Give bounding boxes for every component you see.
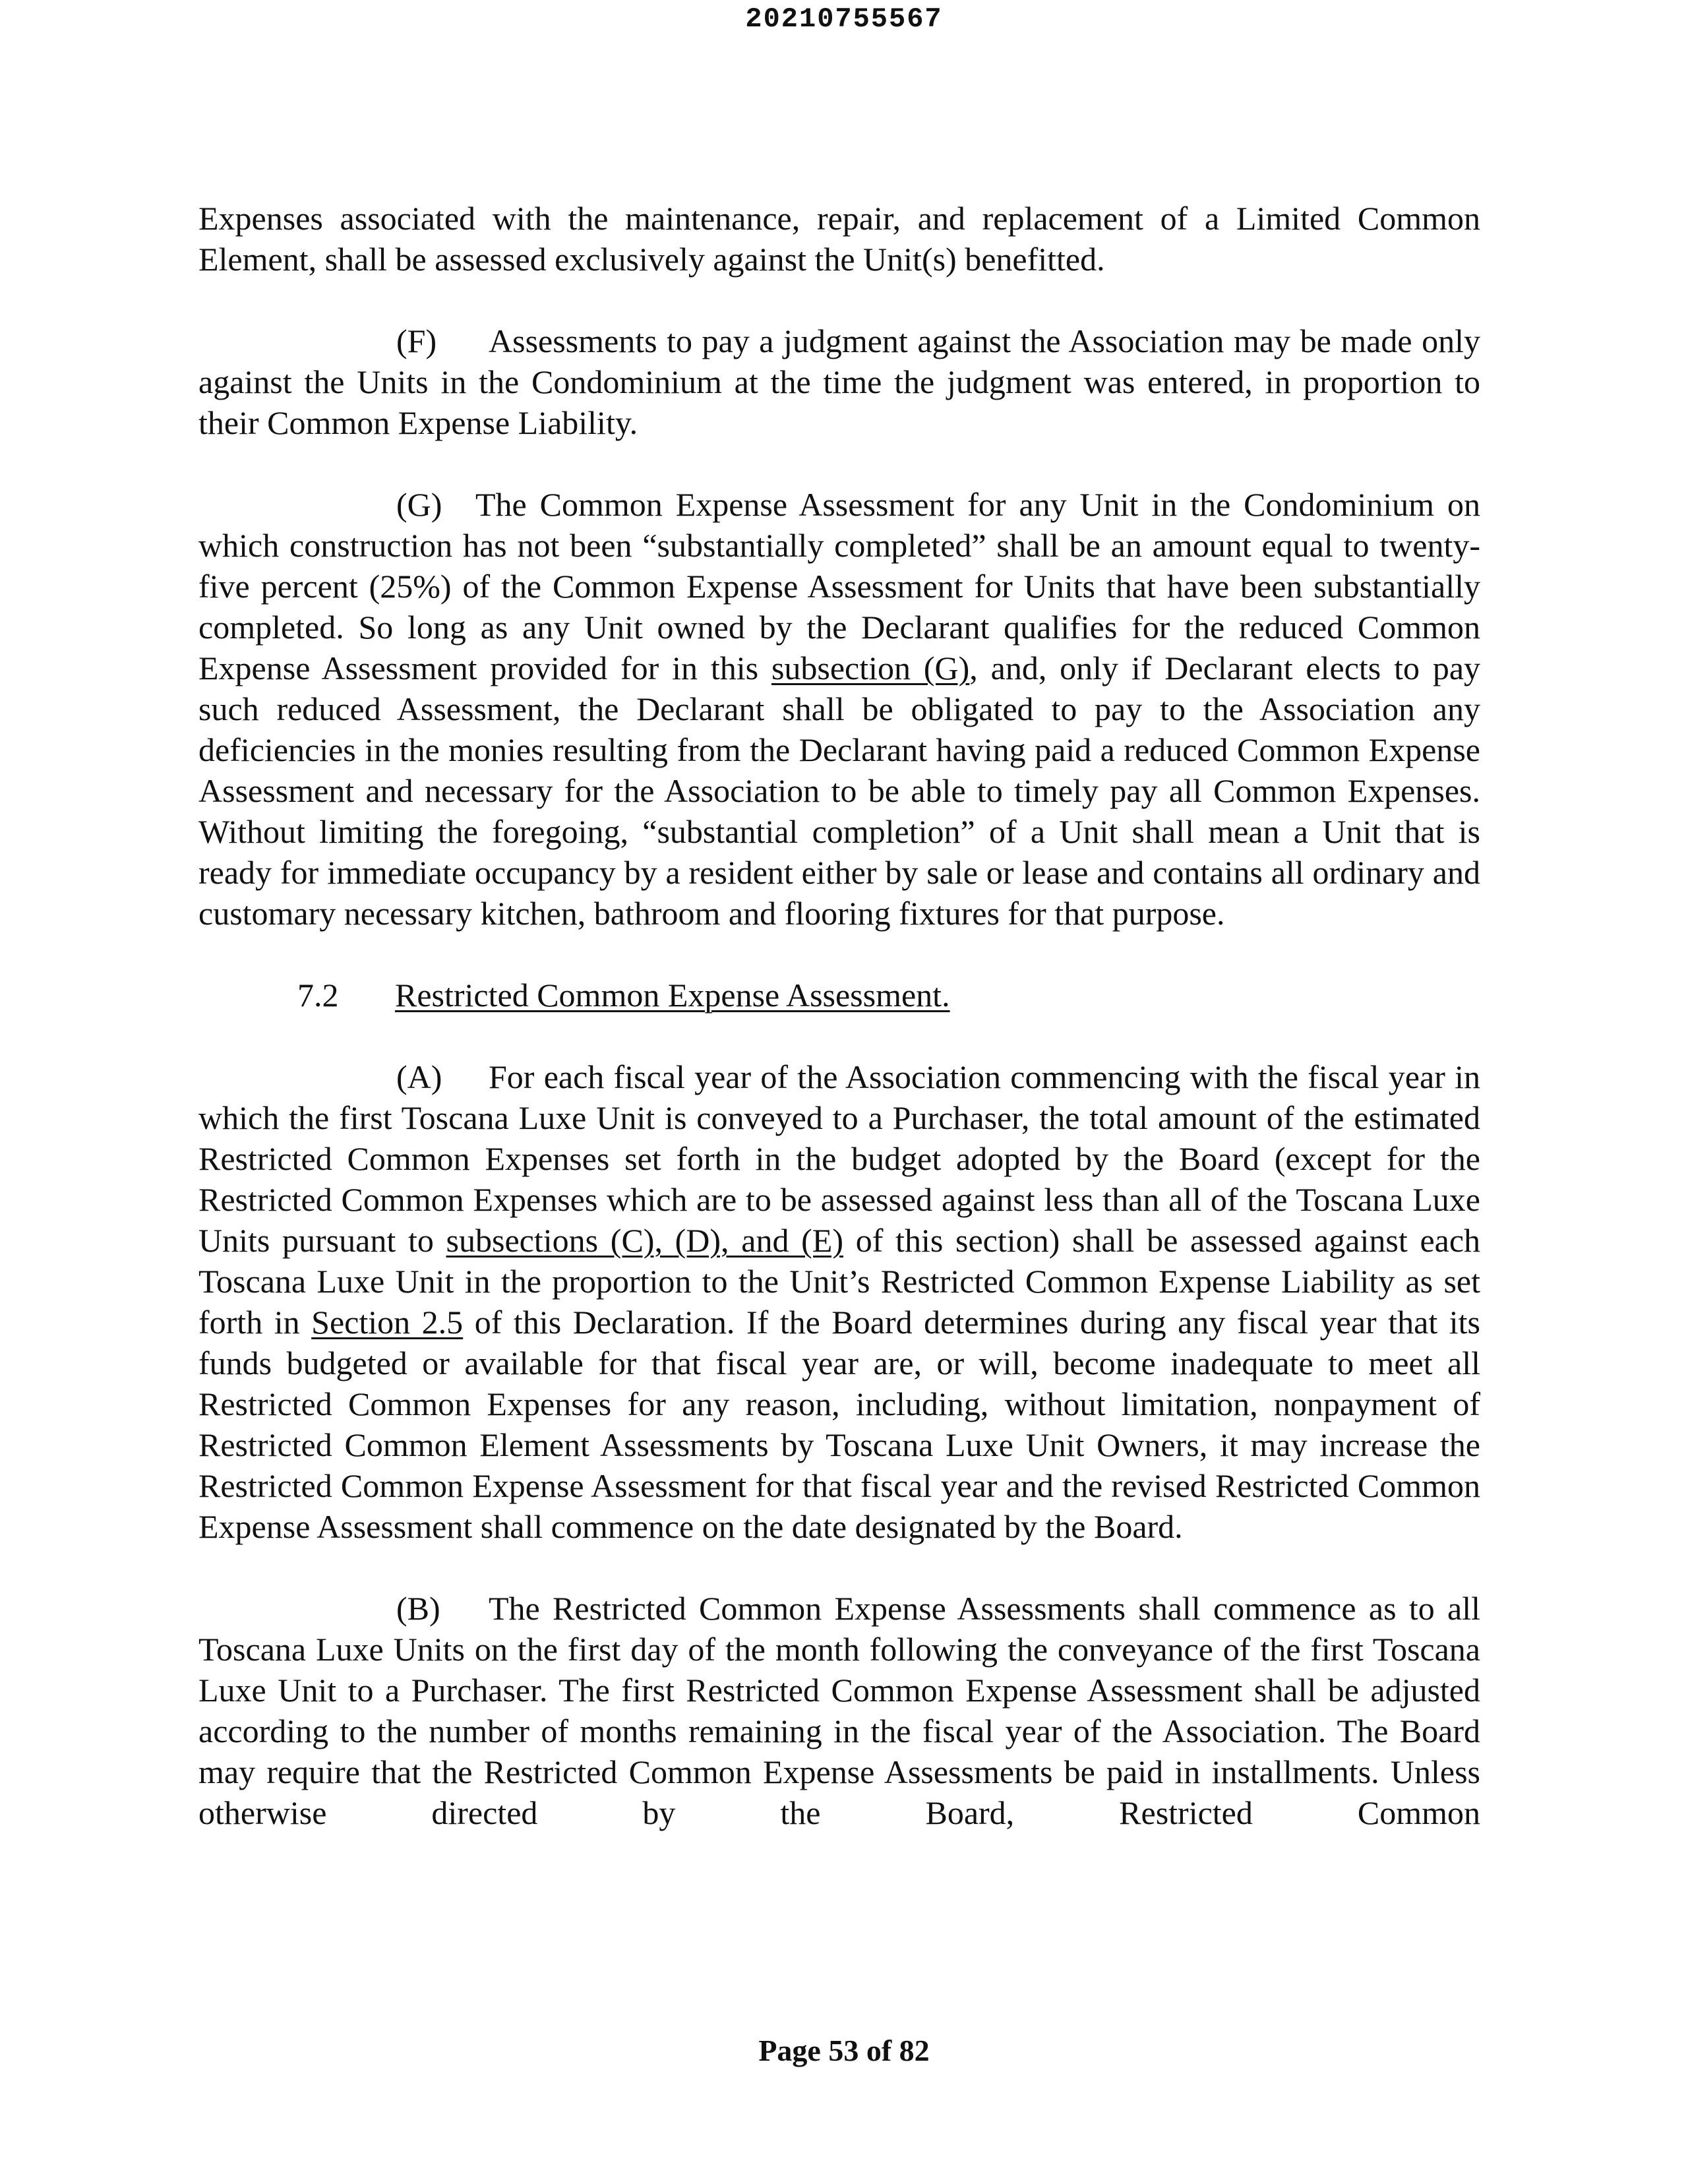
subsection-a [198,1056,1480,1547]
paragraph-text: The Common Expense Assessment for any Unit in the Condominium on which construction has not been “substantially completed” shall be an amount equal to twenty-five percent (25%) of the Common Expense Assessment for Units that have been substantially completed. So long as any Unit owned by the Declarant qualifies for the reduced Common Expense Assessment provided for in this [198,486,1480,686]
subsection-label: (G) [396,486,442,523]
subsection-g [198,484,1480,934]
cross-reference-section-2-5: Section 2.5 [311,1304,464,1341]
subsection-f [198,320,1480,443]
paragraph-text: , and, only if Declarant elects to pay such reduced Assessment, the Declarant shall be obligated to pay to the Association any deficiencies in the monies resulting from the Declarant having paid a reduced Common Expense Assessment and necessary for the Association to be able to timely pay all Common Expenses. Without limiting the foregoing, “substantial completion” of a Unit shall mean a Unit that is ready for immediate occupancy by a resident either by sale or lease and contains all ordinary and customary necessary kitchen, bathroom and flooring fixtures for that purpose. [198,650,1481,932]
subsection-label: (A) [396,1058,442,1095]
paragraph-text: Assessments to pay a judgment against the Association may be made only against the Units in the Condominium at the time the judgment was entered, in proportion to their Common Expense Liability. [198,322,1480,441]
document-number: 20210755567 [745,3,943,35]
section-number: 7.2 [297,977,339,1014]
subsection-label: (F) [396,322,437,359]
subsection-label: (B) [396,1590,440,1627]
paragraph-text: For each fiscal year of the Association commencing with the fiscal year in which the first Toscana Luxe Unit is conveyed to a Purchaser, the total amount of the estimated Restricted Common Expenses set forth in the budget adopted by the Board (except for the Restricted Common Expenses which are to be assessed against less than all of the Toscana Luxe Units pursuant to [198,1058,1480,1259]
paragraph-text: of this Declaration. If the Board determines during any fiscal year that its funds budgeted or available for that fiscal year are, or will, become inadequate to meet all Restricted Common Expenses for any reason, including, without limitation, nonpayment of Restricted Common Element Assessments by Toscana Luxe Unit Owners, it may increase the Restricted Common Expense Assessment for that fiscal year and the revised Restricted Common Expense Assessment shall commence on the date designated by the Board. [198,1304,1480,1545]
paragraph-text: Expenses associated with the maintenance, repair, and replacement of a Limited Common Element, shall be assessed exclusively against the Unit(s) benefitted. [198,200,1480,278]
continuation-paragraph [198,198,1480,280]
section-title: Restricted Common Expense Assessment. [395,977,950,1014]
paragraph-text: The Restricted Common Expense Assessments shall commence as to all Toscana Luxe Units on the first day of the month following the conveyance of the first Toscana Luxe Unit to a Purchaser. The first Restricted Common Expense Assessment shall be adjusted according to the number of months remaining in the fiscal year of the Association. The Board may require that the Restricted Common Expense Assessments be paid in installments. Unless otherwise directed by the Board, Restricted Common [198,1590,1480,1831]
document-body [198,198,1480,1874]
page-number: Page 53 of 82 [758,2034,930,2067]
section-heading-7-2 [198,975,1480,1016]
cross-reference-subsection-g: subsection (G) [771,650,970,686]
paragraph-text: of this section) shall be assessed against each Toscana Luxe Unit in the proportion to the Unit’s Restricted Common Expense Liability as set forth in [198,1222,1481,1341]
cross-reference-subsections-c-d-e: subsections (C), (D), and (E) [446,1222,843,1259]
subsection-b [198,1588,1480,1833]
